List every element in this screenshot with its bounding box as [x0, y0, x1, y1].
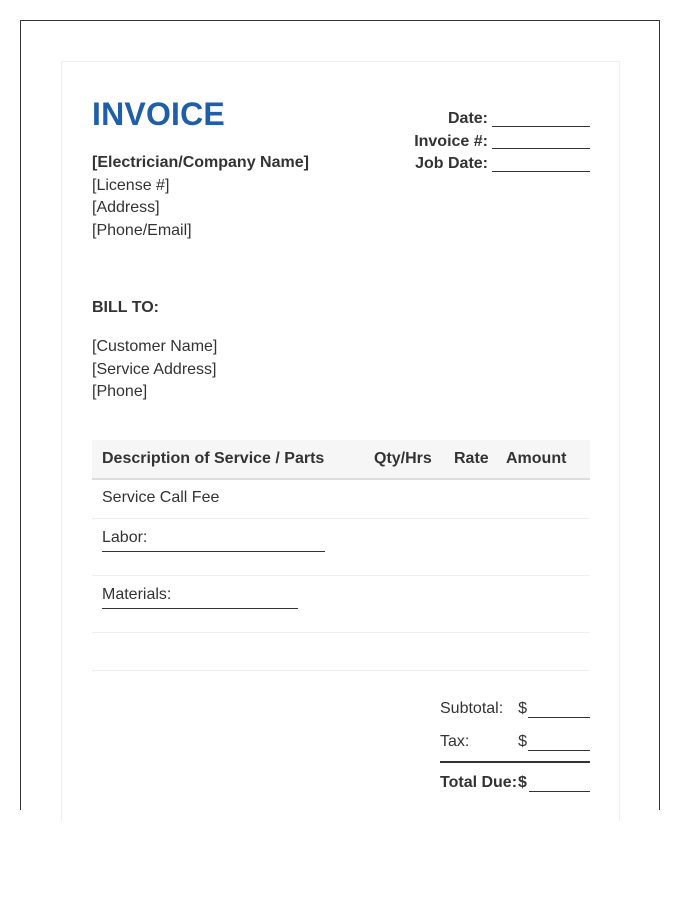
- labor-field-line[interactable]: [102, 551, 325, 552]
- license-number: [License #]: [92, 176, 170, 194]
- date-row: [350, 108, 590, 131]
- invoice-title: INVOICE: [92, 96, 225, 132]
- materials-field-line[interactable]: [102, 608, 298, 609]
- customer-name: [Customer Name]: [92, 338, 218, 355]
- customer-phone: [Phone]: [92, 383, 148, 400]
- service-call-fee: Service Call Fee: [102, 489, 220, 506]
- total-due-field-line[interactable]: [529, 777, 590, 792]
- invoice-number-field-line[interactable]: [492, 134, 590, 149]
- service-items-table: [92, 440, 590, 671]
- job-date-field-line[interactable]: [492, 157, 590, 172]
- amount-column-header: Amount: [506, 450, 567, 467]
- company-name: [Electrician/Company Name]: [92, 154, 309, 171]
- totals-section: [440, 696, 590, 792]
- invoice-number-label: Invoice #:: [414, 132, 488, 150]
- subtotal-field-line[interactable]: [528, 703, 590, 718]
- subtotal-currency: $: [518, 700, 528, 717]
- invoice-meta: [350, 108, 590, 176]
- table-header: [92, 440, 590, 480]
- tax-currency: $: [518, 733, 528, 750]
- description-column-header: Description of Service / Parts: [102, 450, 325, 467]
- company-address: [Address]: [92, 199, 160, 216]
- table-row: [92, 519, 590, 576]
- labor-label: Labor:: [102, 529, 148, 546]
- table-row: [92, 576, 590, 633]
- materials-label: Materials:: [102, 586, 172, 603]
- company-contact: [Phone/Email]: [92, 221, 192, 239]
- total-due-row: [440, 761, 590, 792]
- rate-column-header: Rate: [454, 450, 489, 467]
- invoice-number-row: [350, 131, 590, 154]
- date-field-line[interactable]: [492, 112, 590, 127]
- table-row: [92, 480, 590, 519]
- customer-info: [92, 336, 217, 404]
- total-due-label: Total Due:: [440, 774, 518, 791]
- quantity-column-header: Qty/Hrs: [374, 450, 432, 467]
- total-due-currency: $: [518, 774, 527, 791]
- subtotal-row: [440, 696, 590, 718]
- subtotal-label: Subtotal:: [440, 700, 504, 717]
- date-label: Date:: [447, 110, 488, 128]
- bill-to-heading: BILL TO:: [92, 299, 159, 316]
- tax-row: [440, 729, 590, 751]
- job-date-row: [350, 153, 590, 176]
- tax-field-line[interactable]: [528, 736, 590, 751]
- tax-label: Tax:: [440, 733, 470, 750]
- company-info: [92, 152, 309, 242]
- job-date-label: Job Date:: [415, 155, 488, 173]
- service-address: [Service Address]: [92, 360, 217, 378]
- table-row: [92, 633, 590, 671]
